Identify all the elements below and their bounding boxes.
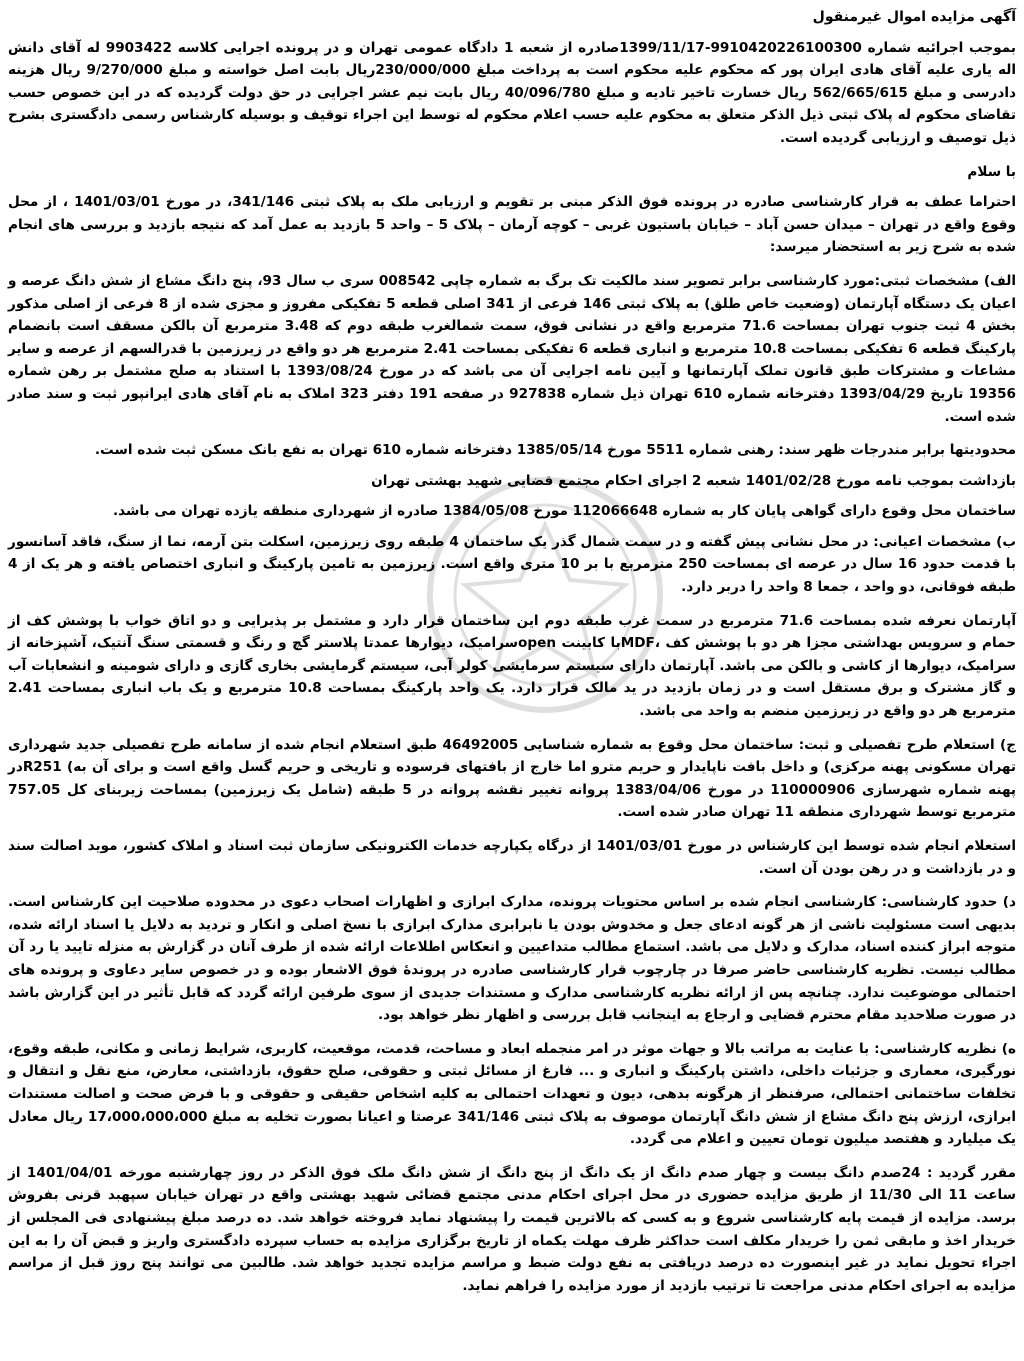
paragraph-intro: بموجب اجرائیه شماره 9910420226100300-1399/11/17صادره از شعبه 1 دادگاه عمومی تهران و در پرونده اجرایی کلاسه 9903422 له آقای دانش اله یاری علیه آقای هادی ایران پور که محکوم علیه محکوم است به پرداخت مبلغ 230/000/000ریال بابت اصل خواسته و مبلغ 9/270/000 ریال هزینه دادرسی و مبلغ 562/665/615 ریال خسارت تاخیر تادیه و مبلغ 40/096/780 ریال بابت نیم عشر اجرایی در حق دولت گردیده که در این خصوص حسب تقاضای محکوم له پلاک ثبتی ذیل الذکر متعلق به محکوم علیه حسب اعلام محکوم له توسط این اجراء توقیف و بوسیله کارشناس رسمی دادگستری بشرح ذیل توصیف و ارزیابی گردیده است.	[8, 39, 1016, 146]
paragraph-expert-opinion: ه) نظریه کارشناسی: با عنایت به مراتب بالا و جهات موثر در امر منجمله ابعاد و مساحت، قدمت، موقعیت، کاربری، شرایط زمانی و مکانی، طبقه وقوع، نورگیری، معماری و جزئیات داخلی، داشتن پارکینگ و انباری و ... فارغ از مسائل ثبتی و حقوقی، صلح حقوق، بازداشتی، معارض، منع نقل و انتقال و تخلفات ساختمانی احتمالی، صرفنظر از هرگونه بدهی، دیون و تعهدات احتمالی به کلیه اشخاص حقیقی و حقوقی و با فرض صحت و اصالت مستندات ابرازی، ارزش پنج دانگ مشاع از شش دانگ آپارتمان موصوف به پلاک ثبتی 341/146 عرصتا و اعیانا بصورت تخلیه به مبلغ 17،000،000،000 ریال معادل یک میلیارد و هفتصد میلیون تومان تعیین و اعلام می گردد.	[8, 1040, 1016, 1148]
notice-title: آگهی مزایده اموال غیرمنقول	[812, 9, 1016, 25]
paragraph-zoning-inquiry: ج) استعلام طرح تفصیلی و ثبت: ساختمان محل وقوع به شماره شناسایی 46492005 طبق استعلام انجام شده از سامانه طرح تفصیلی جدید شهرداری تهران مسکونی پهنه مرکزی) و داخل بافت ناپایدار و حریم مترو اما خارج از بافتهای فرسوده و تاریخی و حریم گسل واقع است و برای آن به) R251در پهنه شماره شهرسازی 110000906 در مورخ 1383/04/06 پروانه تغییر نقشه پروانه در 5 طبقه (شامل یک زیرزمین) بمساحت زیربنای کل 757.05 مترمربع توسط شهرداری منطقه 11 تهران صادر شده است.	[8, 736, 1017, 821]
paragraph-restrictions: محدودیتها برابر مندرجات ظهر سند: رهنی شماره 5511 مورخ 1385/05/14 دفترخانه شماره 610 تهران به نفع بانک مسکن ثبت شده است.	[94, 442, 1016, 459]
paragraph-registration-details: الف) مشخصات ثبتی:مورد کارشناسی برابر تصویر سند مالکیت تک برگ به شماره چاپی 008542 سری ب سال 93، پنج دانگ مشاع از شش دانگ عرصه و اعیان یک دستگاه آپارتمان (وضعیت خاص طلق) به پلاک ثبتی 146 فرعی از 341 اصلی قطعه 5 تفکیکی مفروز و مجزی شده از 8 فرعی از اصلی مذکور بخش 4 ثبت جنوب تهران بمساحت 71.6 مترمربع واقع در نشانی فوق، سمت شمالغرب طبقه دوم که 3.48 مترمربع آن بالکن مسقف است بانضمام پارکینگ قطعه 6 تفکیکی بمساحت 10.8 مترمربع و انباری قطعه 6 تفکیکی بمساحت 2.41 مترمربع هر دو واقع در زیرزمین با قدرالسهم از عرصه و سایر مشاعات و مشترکات طبق قانون تملک آپارتمانها و آیین نامه اجرایی آن می باشد که در مورخ 1393/08/24 با استناد به صلح مشتمل بر رهن شماره 19356 تاریخ 1393/04/29 دفترخانه شماره 610 تهران ذیل شماره 927838 در صفحه 191 دفتر 323 املاک به نام آقای هادی ایرانپور ثبت و سند صادر شده است.	[8, 272, 1016, 425]
paragraph-scope: د) حدود کارشناسی: کارشناسی انجام شده بر اساس محتویات پرونده، مدارک ابرازی و اظهارات اصحاب دعوی در محدوده صلاحیت این کارشناس است. بدیهی است مسئولیت ناشی از هر گونه ادعای جعل و مخدوش بودن یا نابرابری مدارک ابرازی با نسخ اصلی و انکار و تردید به دلایل یا اسناد ارائه شده، متوجه ابراز کننده اسناد، مدارک و دلایل می باشد. استماع مطالب متداعیین و انعکاس اطلاعات ارائه شده از طرف آنان در گزارش به منزله تایید یا رد آن مطالب نیست. نظریه کارشناسی حاضر صرفا در چارچوب قرار کارشناسی صادره در پروندۀ فوق الاشعار بوده و در خصوص سایر دعاوی و پرونده های احتمالی موضوعیت ندارد. چنانچه پس از ارائه نظریه کارشناسی مدارک و مستندات جدیدی از سوی طرفین ارائه گردد که قابل تأثیر در این گزارش باشد در صورت صلاحدید مقام محترم قضایی و ارجاع به اینجانب قابل بررسی و اظهار نظر خواهد بود.	[8, 894, 1016, 1024]
paragraph-building-specs: ب) مشخصات اعیانی: در محل نشانی پیش گفته و در سمت شمال گذر یک ساختمان 4 طبقه روی زیرزمین، اسکلت بتن آرمه، نما از سنگ، فاقد آسانسور با قدمت حدود 16 سال در عرصه ای بمساحت 250 مترمربع با بر 10 متری واقع است. زیرزمین به تامین پارکینگ و انباری اختصاص یافته و هر یک از 4 طبقه فوقانی، دو واحد ، جمعا 8 واحد را دربر دارد.	[8, 533, 1016, 596]
paragraph-apartment-description: آپارتمان نعرفه شده بمساحت 71.6 مترمربع در سمت غرب طبقه دوم این ساختمان قرار دارد و مشتمل بر پذیرایی و دو اتاق خواب با پوشش کف از حمام و سرویس بهداشتی مجزا هر دو با پوشش کف ،MDFبا کابینت openسرامیک، دیوارها عمدتا پلاستر گچ و رنگ و قسمتی سنگ آنتیک، آشپزخانه از سرامیک، دیوارها از کاشی و بالکن می باشد. آپارتمان دارای سیستم سرمایشی کولر آبی، سیستم گرمایشی بخاری گازی و دارای شومینه و انشعابات آب و گاز مشترک و برق مستقل است و در زمان بازدید در ید مالک قرار دارد. یک واحد پارکینگ بمساحت 10.8 مترمربع و یک باب انباری بمساحت 2.41 مترمربع هر دو واقع در زیرزمین منضم به واحد می باشد.	[8, 612, 1017, 720]
paragraph-registry-inquiry: استعلام انجام شده توسط این کارشناس در مورخ 1401/03/01 از درگاه یکپارچه خدمات الکترونیکی سازمان ثبت اسناد و املاک کشور، موید اصالت سند و در بازداشت و در رهن بودن آن است.	[8, 838, 1017, 877]
paragraph-seizure: بازداشت بموجب نامه مورخ 1401/02/28 شعبه 2 اجرای احکام مجتمع قضایی شهید بهشتی تهران	[371, 472, 1016, 489]
paragraph-visit: احتراما عطف به قرار کارشناسی صادره در پرونده فوق الذکر مبنی بر تقویم و ارزیابی ملک به پلاک ثبتی 341/146، در مورخ 1401/03/01 ، از محل وقوع واقع در تهران – میدان حسن آباد – خیابان باستیون غربی – کوچه آرمان – پلاک 5 – واحد 5 بازدید به عمل آمد که نتیجه بازدید و بررسی های انجام شده به شرح زیر به استحضار میرسد:	[8, 194, 1017, 256]
paragraph-greeting: با سلام	[967, 163, 1016, 180]
paragraph-auction-terms: مقرر گردید : 24صدم دانگ بیست و چهار صدم دانگ از یک دانگ از پنج دانگ از شش دانگ ملک فوق الذکر در روز چهارشنبه مورخه 1401/04/01 از ساعت 11 الی 11/30 از طریق مزایده حضوری در محل اجرای احکام مدنی مجتمع قضائی شهید بهشتی واقع در تهران خیابان سپهبد قرنی بفروش برسد. مزایده از قیمت پایه کارشناسی شروع و به کسی که بالاترین قیمت را پیشنهاد نماید فروخته خواهد شد. ده درصد مبلغ پیشنهادی فی المجلس از خریدار اخذ و مابقی ثمن را خریدار مکلف است حداکثر ظرف مهلت یکماه از تاریخ برگزاری مزایده به حساب سپرده دادگستری واریز و قبض آن را به این اجراء تحویل نماید در غیر اینصورت ده درصد دریافتی به نفع دولت ضبط و مراسم مزایده تجدید خواهد شد. طالبین می توانند پنج روز قبل از مراسم مزایده به اجرای احکام مدنی مراجعت تا ترتیب بازدید از مورد مزایده را فراهم نماید.	[8, 1164, 1017, 1294]
paragraph-completion-certificate: ساختمان محل وقوع دارای گواهی پایان کار به شماره 112066648 مورخ 1384/05/08 صادره از شهرداری منطقه یازده تهران می باشد.	[113, 503, 1016, 520]
